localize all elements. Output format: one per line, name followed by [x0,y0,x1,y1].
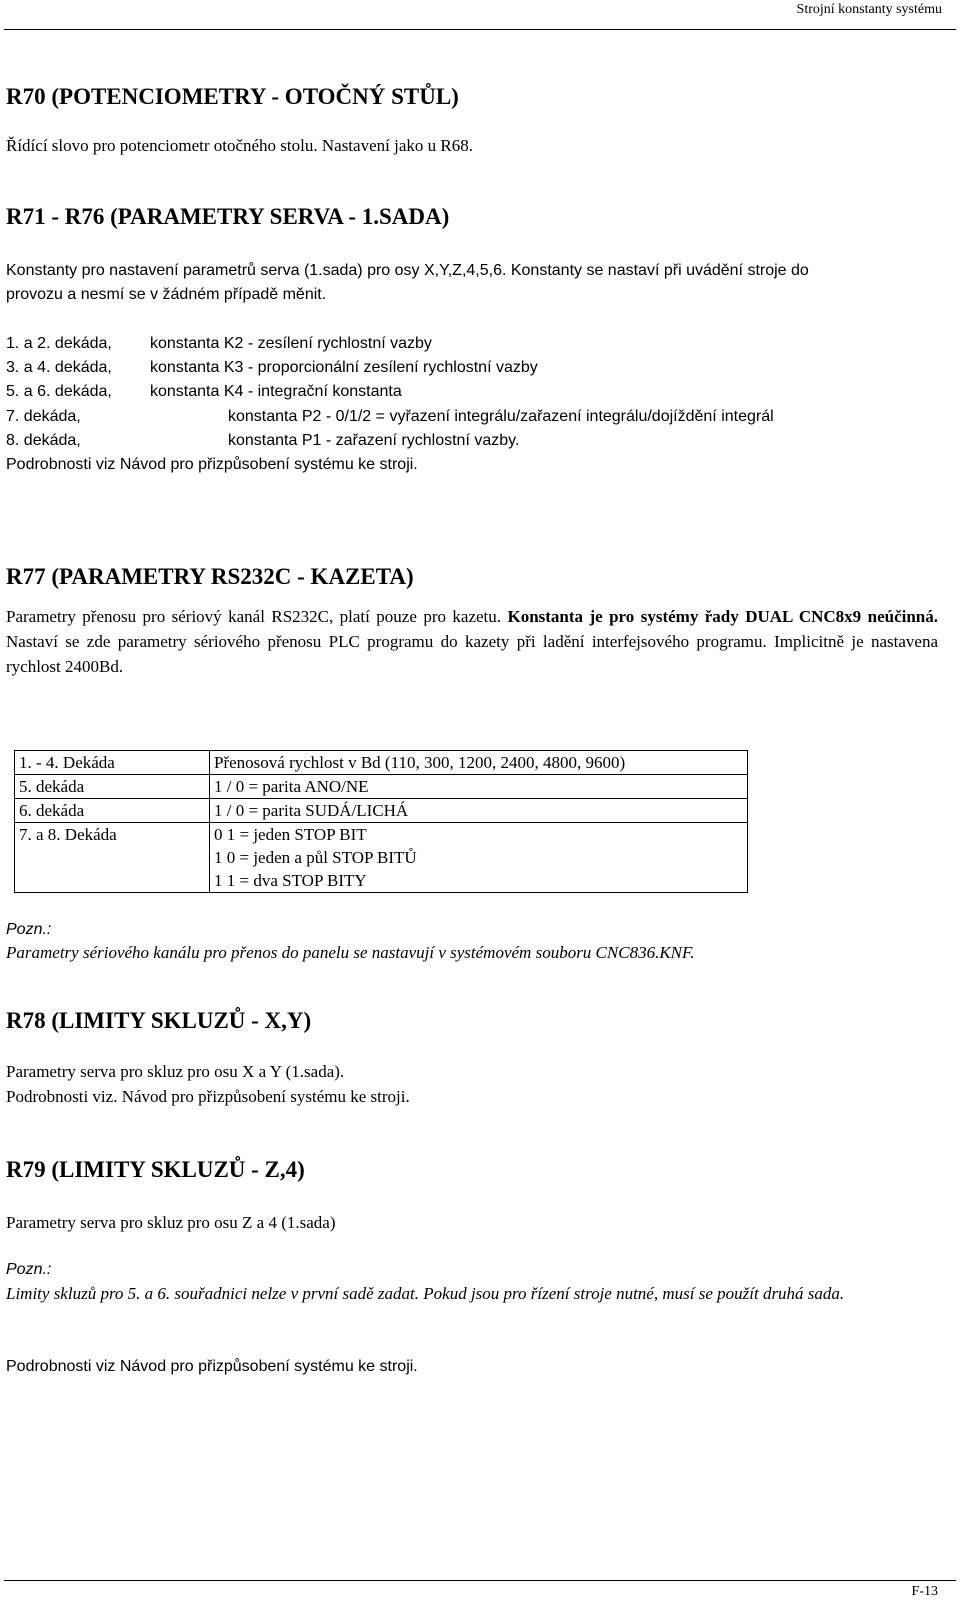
r79-note-label: Pozn.: [6,1261,52,1278]
table-row [15,751,748,775]
section-heading-r77: R77 (PARAMETRY RS232C - KAZETA) [6,564,414,589]
decade-label: 8. dekáda, [6,432,81,449]
table-cell-value [210,823,748,893]
r77-para-part-2: Nastaví se zde parametry sériového přenosu PLC programu do kazety při ladění interfejsového programu. Implicitně je nastavena rychlost 2400Bd. [6,632,938,676]
r79-note-text: Limity skluzů pro 5. a 6. souřadnici nelze v první sadě zadat. Pokud jsou pro řízení stroje nutné, musí se použít druhá sada. [6,1284,845,1303]
r77-note-label: Pozn.: [6,921,52,938]
r78-line-2: Podrobnosti viz. Návod pro přizpůsobení systému ke stroji. [6,1087,410,1106]
decade-description: konstanta K2 - zesílení rychlostní vazby [150,335,432,352]
r77-paragraph [6,604,938,679]
running-header: Strojní konstanty systému [796,2,942,17]
page-number: F-13 [911,1584,938,1599]
r71-line-1: Konstanty pro nastavení parametrů serva (1.sada) pro osy X,Y,Z,4,5,6. Konstanty se nastaví při uvádění stroje do [6,262,809,279]
decade-label: 3. a 4. dekáda, [6,359,112,376]
table-cell-decade: 5. dekáda [15,775,210,799]
decade-description: konstanta P1 - zařazení rychlostní vazby. [228,432,520,449]
r71-line-2: provozu a nesmí se v žádném případě měnit. [6,286,327,303]
table-cell-decade: 1. - 4. Dekáda [15,751,210,775]
table-cell-value: Přenosová rychlost v Bd (110, 300, 1200, 2400, 4800, 9600) [214,753,626,772]
decade-description: konstanta P2 - 0/1/2 = vyřazení integrálu/zařazení integrálu/dojíždění integrál [228,408,774,425]
section-heading-r78: R78 (LIMITY SKLUZŮ - X,Y) [6,1008,312,1033]
section-heading-r79: R79 (LIMITY SKLUZŮ - Z,4) [6,1157,305,1182]
table-cell-value: 1 / 0 = parita ANO/NE [214,777,369,796]
rs232-parameter-table [14,750,748,893]
decade-label: 5. a 6. dekáda, [6,383,112,400]
r77-para-part-1: Parametry přenosu pro sériový kanál RS232C, platí pouze pro kazetu. [6,607,508,626]
stop-bit-option: 1 1 = dva STOP BITY [214,871,367,890]
stop-bit-option: 0 1 = jeden STOP BIT [214,825,367,844]
r79-note: Podrobnosti viz Návod pro přizpůsobení systému ke stroji. [6,1358,418,1375]
r77-bold-note: Konstanta je pro systémy řady DUAL CNC8x9 neúčinná. [507,607,938,626]
header-rule [4,29,956,30]
section-heading-r70: R70 (POTENCIOMETRY - OTOČNÝ STŮL) [6,84,459,109]
section-heading-r71: R71 - R76 (PARAMETRY SERVA - 1.SADA) [6,204,450,229]
r79-line-1: Parametry serva pro skluz pro osu Z a 4 (1.sada) [6,1213,336,1232]
table-row [15,823,748,893]
table-row [15,775,748,799]
r78-line-1: Parametry serva pro skluz pro osu X a Y (1.sada). [6,1062,345,1081]
decade-description: konstanta K4 - integrační konstanta [150,383,402,400]
decade-label: 7. dekáda, [6,408,81,425]
r70-text: Řídící slovo pro potenciometr otočného stolu. Nastavení jako u R68. [6,136,473,155]
table-row [15,799,748,823]
decade-description: konstanta K3 - proporcionální zesílení rychlostní vazby [150,359,538,376]
table-cell-decade: 6. dekáda [15,799,210,823]
r77-note-text: Parametry sériového kanálu pro přenos do panelu se nastavují v systémovém souboru CNC836.KNF. [6,943,695,962]
decade-label: 1. a 2. dekáda, [6,335,112,352]
stop-bit-option: 1 0 = jeden a půl STOP BITŮ [214,848,417,867]
footer-rule [4,1580,956,1581]
table-cell-decade: 7. a 8. Dekáda [15,823,210,893]
r71-note: Podrobnosti viz Návod pro přizpůsobení systému ke stroji. [6,456,418,473]
table-cell-value: 1 / 0 = parita SUDÁ/LICHÁ [214,801,409,820]
